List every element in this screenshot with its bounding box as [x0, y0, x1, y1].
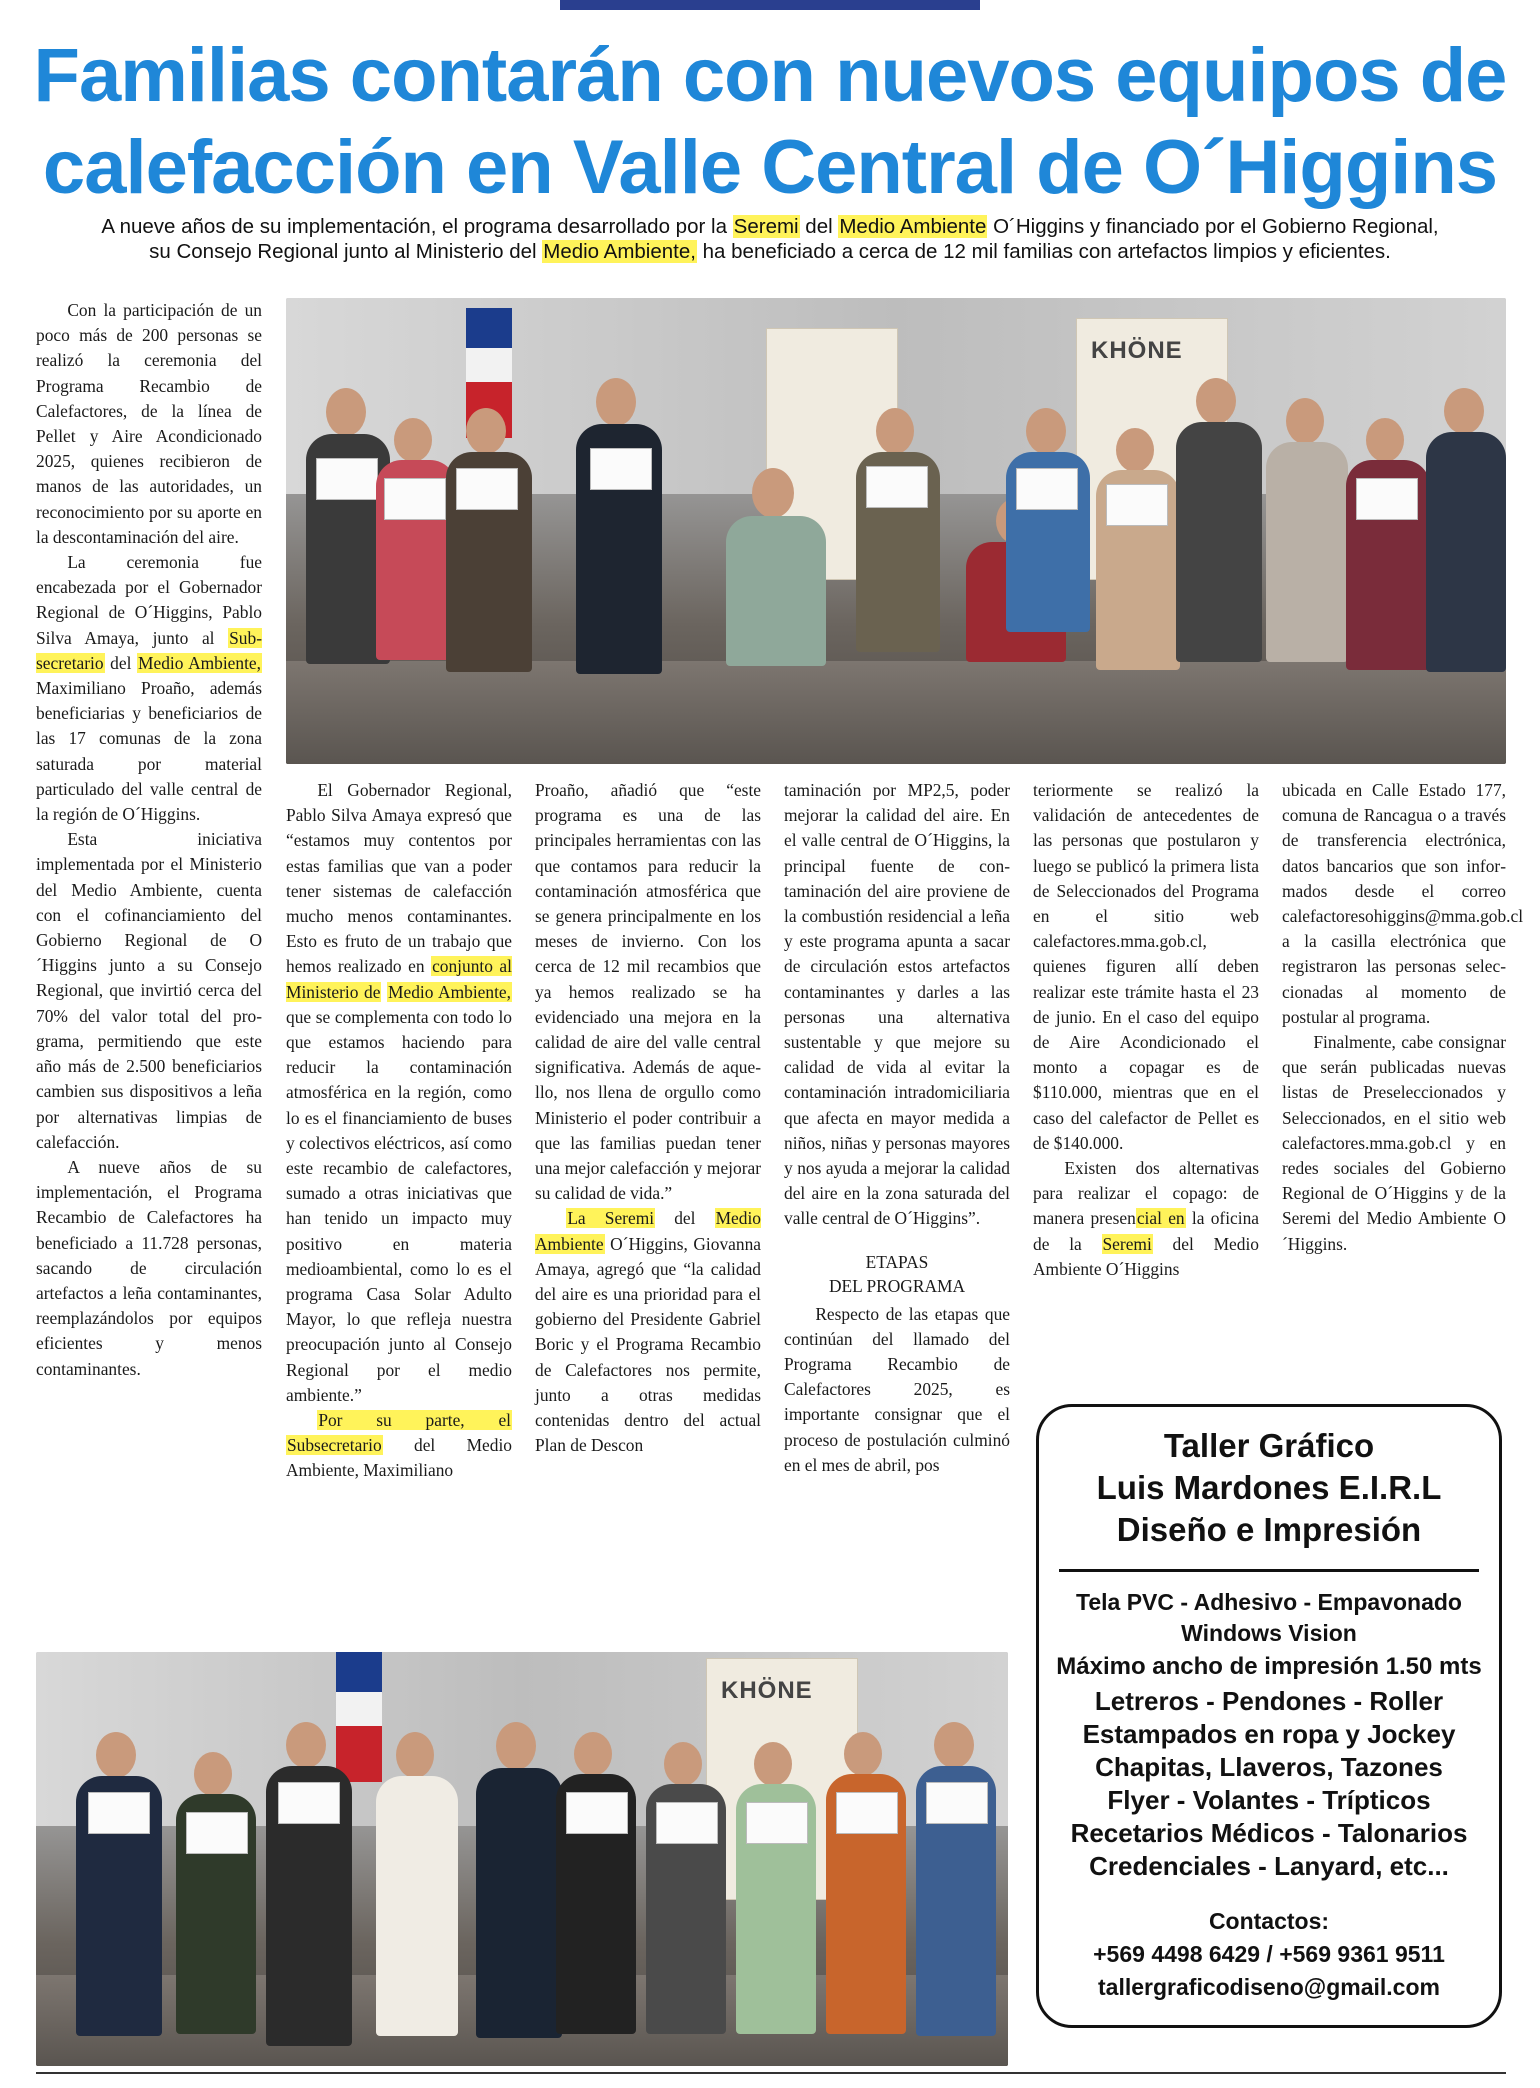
lead-line-1: A nueve años de su implementación, el programa desarrollado por la Seremi del Medio Ambiente O´Higgins y financiado por el Gobierno Regional,: [101, 215, 1439, 238]
event-photo-bottom: [36, 1652, 1008, 2066]
headline: [30, 30, 1510, 214]
highlight: Seremi: [1102, 1233, 1152, 1254]
ad-title: [1039, 1425, 1499, 1551]
highlight: Medio Ambiente: [535, 1208, 761, 1254]
article-column-1: [36, 298, 262, 1382]
highlight: conjunto al Ministerio de: [286, 956, 512, 1002]
article-column-2: [286, 778, 512, 1484]
ad-phones: +569 4498 6429 / +569 9361 9511: [1093, 1941, 1445, 1967]
ad-title-line: Luis Mardones E.I.R.L: [1096, 1469, 1442, 1506]
top-header-strip: [560, 0, 980, 10]
article-column-3: [535, 778, 761, 1458]
paragraph: La ceremonia fue encabezada por el Gobernador Regional de O´Higgins, Pablo Silva Amaya, junto al Subsecretario del Medio Ambiente, Maximiliano Proaño, además beneficiarias y beneficiarios de las 17 comunas de la zona saturada por material particulado del valle central de la región de O´Higgins.: [36, 552, 262, 825]
ad-service-line: Tela PVC - Adhesivo - Empavonado: [1076, 1589, 1462, 1615]
ad-email: tallergraficodiseno@gmail.com: [1098, 1974, 1440, 2000]
event-photo-top: [286, 298, 1506, 764]
section-subhead: ETAPAS DEL PROGRAMA: [828, 1251, 966, 1296]
highlight: Medio Ambiente,: [138, 652, 261, 673]
page-bottom-rule: [36, 2072, 1506, 2074]
highlight: Medio Ambiente,: [388, 981, 511, 1002]
article-column-5: [1033, 778, 1259, 1282]
paragraph: La Seremi del Medio Ambiente O´Higgins, Giovanna Amaya, agregó que “la calidad del aire es una prioridad para el gobierno del Presidente Gabriel Boric y el Programa Recambio de Calefactores nos permite, junto a otras medidas contenidas dentro del actual Plan de Descon: [535, 1208, 761, 1456]
advertisement-box: [1036, 1404, 1502, 2028]
highlight: Subsecretario: [287, 1435, 382, 1456]
ad-title-line: Taller Gráfico: [1163, 1427, 1375, 1464]
lead-paragraph: [60, 214, 1480, 264]
paragraph: El Gobernador Regional, Pablo Silva Amaya expresó que “estamos muy contentos por estas familias que van a poder tener sistemas de calefacción mucho menos contaminantes. Esto es fruto de un trabajo que hemos realizado en conjunto al Ministerio de Medio Ambiente, que se complementa con todo lo que estamos haciendo para reducir la contaminación atmosférica en la región, como lo es el financiamiento de buses y colectivos eléctricos, así como este recambio de calefactores, sumado a otras iniciativas que han tenido un impacto muy positivo en materia medioambiental, como lo es el programa Casa Solar Adulto Mayor, lo que refleja nuestra preocupación junto al Consejo Regional por el medio ambiente.”: [286, 780, 512, 1405]
paragraph: Por su parte, el Subsecretario del Medio Ambiente, Maximiliano: [286, 1410, 512, 1481]
ad-product-line: Estampados en ropa y Jockey: [1082, 1719, 1456, 1749]
paragraph: A nueve años de su implementación, el Programa Recambio de Calefactores ha beneficiado a 11.728 personas, sacando de circulación artefactos a leña contaminantes, reemplazándolos por equipos eficientes y menos contaminantes.: [36, 1156, 262, 1379]
highlight: cial en: [1136, 1208, 1185, 1229]
paragraph: ubicada en Calle Estado 177, comuna de Rancagua o a través de transferencia electrónica, datos bancarios que son informados desde el correo calefactoresohiggins@mma.gob.cl a la casilla electrónica que registraron las personas seleccionadas al momento de postular al programa.: [1282, 780, 1524, 1027]
paragraph: Proaño, añadió que “este programa es una de las principales herramientas con las que contamos para reducir la contaminación atmosférica que se genera principalmente en los meses de invierno. Con los cerca de 12 mil recambios que ya hemos realizado se ha evidenciado una mejora en la calidad de aire del valle central significativa. Además de aquello, nos llena de orgullo como Ministerio el poder contribuir a que las familias puedan tener una mejor calefacción y mejorar su calidad de vida.”: [535, 780, 761, 1204]
ad-product-line: Letreros - Pendones - Roller: [1094, 1686, 1444, 1716]
ad-contacts: [1039, 1905, 1499, 2004]
headline-line-1: Familias contarán con nuevos equipos de: [33, 33, 1507, 118]
ad-product-line: Credenciales - Lanyard, etc...: [1089, 1851, 1449, 1881]
ad-product-line: Flyer - Volantes - Trípticos: [1107, 1785, 1431, 1815]
ad-service-line: Windows Vision: [1181, 1620, 1357, 1646]
ad-product-line: Chapitas, Llaveros, Tazones: [1095, 1752, 1443, 1782]
highlight: Medio Ambiente,: [543, 240, 696, 263]
paragraph: Esta iniciativa implementada por el Ministerio del Medio Ambiente, cuenta con el cofinanciamiento del Gobierno Regional de O´Higgins junto a su Consejo Regional, que invirtió cerca del 70% del valor total del programa, permitiendo que este año más de 2.500 beneficiarios cambien sus dispositivos a leña por alternativas limpias de calefacción.: [36, 829, 262, 1152]
highlight: Subsecretario: [36, 627, 262, 673]
paragraph: Respecto de las etapas que continúan del llamado del Programa Recambio de Calefactores 2025, es importante consignar que el proceso de postulación culminó en el mes de abril, pos: [784, 1303, 1010, 1475]
paragraph: taminación por MP2,5, poder mejorar la calidad del aire. En el valle central de O´Higgins, la principal fuente de contaminación del aire proviene de la combustión residencial a leña y este programa apunta a sacar de circulación estos artefactos contaminantes y darles a las personas una alternativa sustentable y que mejore su calidad de vida al evitar la contaminación intradomiciliaria que afecta en mayor medida a niños, niñas y personas mayores y nos ayuda a mejorar la calidad del aire en la zona saturada del valle central de O´Higgins”.: [784, 780, 1010, 1229]
lead-line-2: su Consejo Regional junto al Ministerio del Medio Ambiente, ha beneficiado a cerca de 12 mil familias con artefactos limpios y eficientes.: [149, 240, 1391, 263]
chile-flag: [336, 1652, 382, 1782]
paragraph: Finalmente, cabe consignar que serán publicadas nuevas listas de Preseleccionados y Seleccionados, en el sitio web calefactores.mma.gob.cl y en redes sociales del Gobierno Regional de O´Higgins y de la Seremi del Medio Ambiente O´Higgins.: [1282, 1032, 1506, 1254]
highlight: Seremi: [733, 215, 799, 238]
ad-services: [1039, 1587, 1499, 1883]
highlight: La Seremi: [567, 1208, 655, 1229]
paragraph: Existen dos alternativas para realizar el copago: de manera presencial en la oficina de la Seremi del Medio Ambiente O´Higgins: [1033, 1158, 1259, 1279]
khone-logo-text: KHÖNE: [1091, 337, 1183, 364]
article-column-4: [784, 778, 1010, 1478]
ad-title-line: Diseño e Impresión: [1116, 1511, 1422, 1548]
khone-logo-text: KHÖNE: [721, 1677, 813, 1704]
paragraph: teriormente se realizó la validación de antecedentes de las personas que postularon y luego se publicó la primera lista de Seleccionados del Programa en el sitio web calefactores.mma.gob.cl, quienes figuren allí deben realizar este trámite hasta el 23 de junio. En el caso del equipo de Aire Acondicionado el monto a copagar es de $110.000, mientras que en el caso del calefactor de Pellet es de $140.000.: [1033, 780, 1259, 1153]
paragraph: Con la participación de un poco más de 200 personas se realizó la ceremonia del Programa Recambio de Calefactores, de la línea de Pellet y Aire Acondicionado 2025, quienes recibieron de manos de las autoridades, un reconocimiento por su aporte en la descontaminación del aire.: [36, 300, 262, 547]
ad-max-width-line: Máximo ancho de impresión 1.50 mts: [1056, 1653, 1482, 1680]
ad-product-line: Recetarios Médicos - Talonarios: [1070, 1818, 1468, 1848]
highlight: Medio Ambiente: [839, 215, 987, 238]
headline-line-2: calefacción en Valle Central de O´Higgins: [42, 125, 1498, 210]
photo-floor: [286, 661, 1506, 764]
highlight: Por su parte, el: [318, 1410, 511, 1431]
ad-divider: [1059, 1569, 1479, 1572]
article-column-6: [1282, 778, 1524, 1257]
ad-contacts-label: Contactos:: [1208, 1908, 1330, 1934]
